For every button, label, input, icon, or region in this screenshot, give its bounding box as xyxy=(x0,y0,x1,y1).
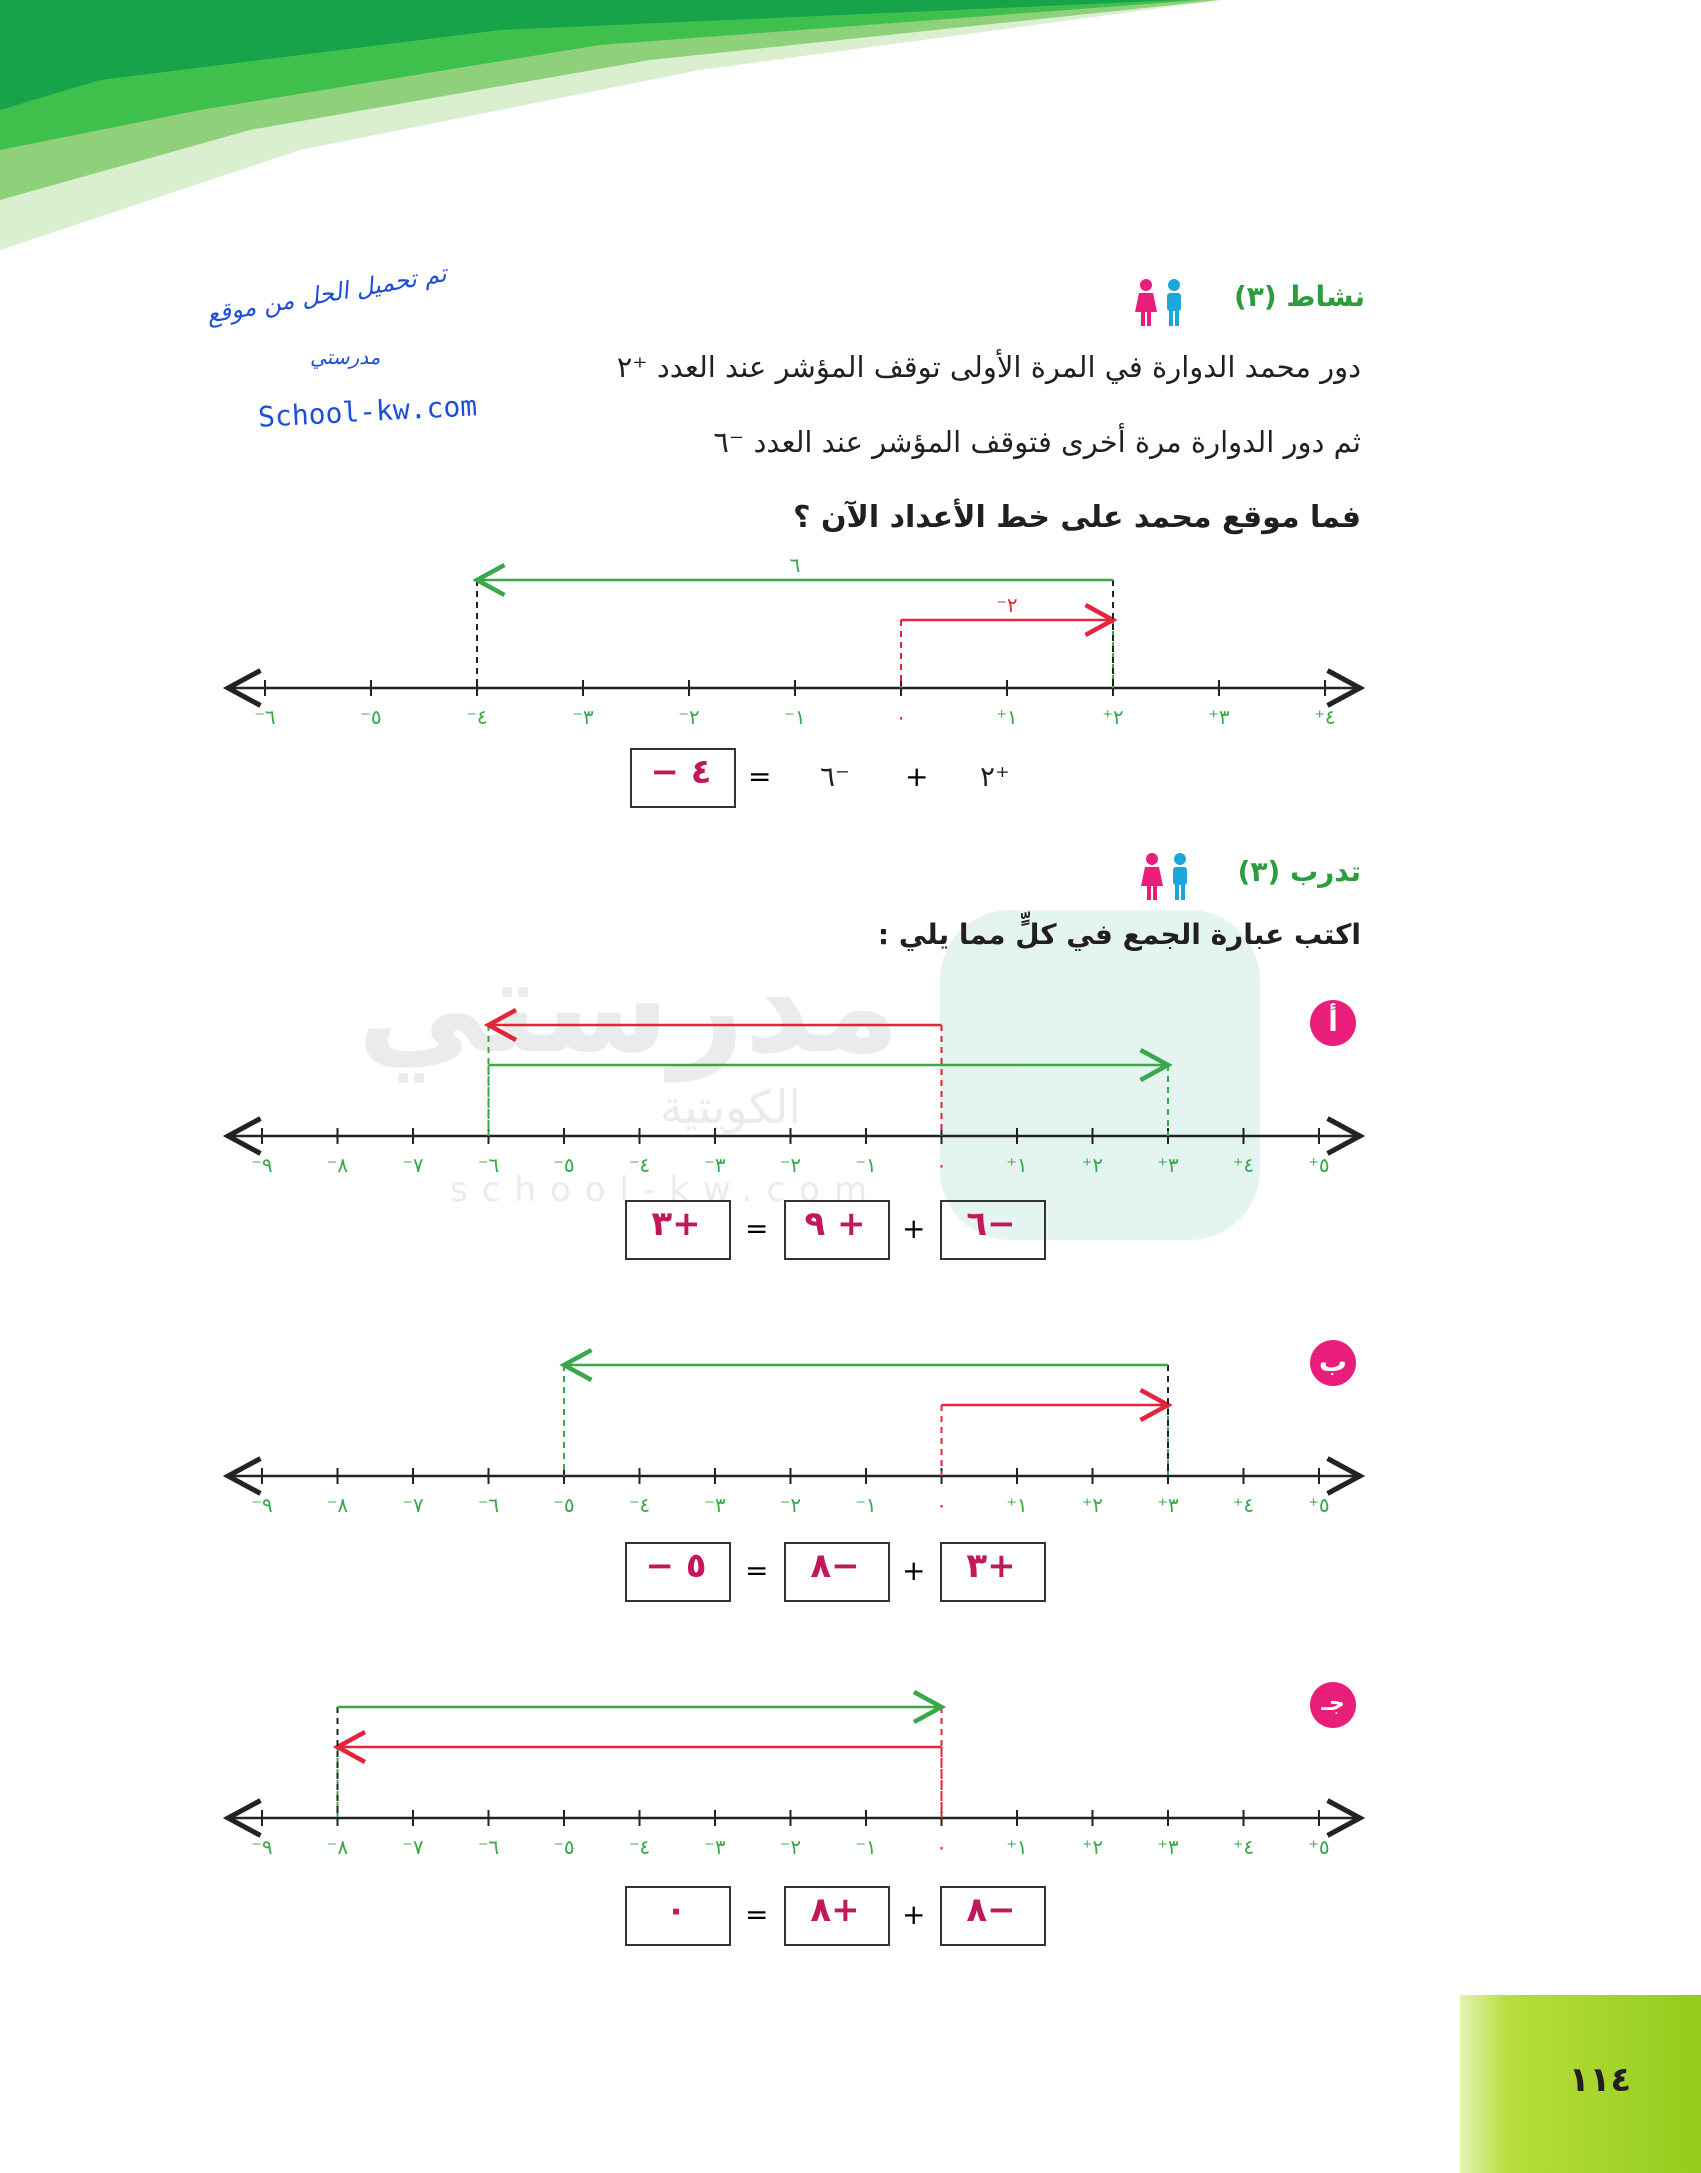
tick-label: ⁻٤ xyxy=(466,705,488,729)
tick-label: ⁻٧ xyxy=(402,1153,424,1177)
handwritten-note-line2: مدرستي xyxy=(310,345,381,369)
tick-label: ⁻٤ xyxy=(628,1493,651,1517)
tick-label: ⁻٩ xyxy=(251,1835,273,1859)
activity-title: نشاط (٣) xyxy=(1233,280,1365,313)
tick-label: ⁻٣ xyxy=(704,1835,726,1859)
activity-term1: ⁺٢ xyxy=(980,760,1010,793)
tick-label: ⁺١ xyxy=(1006,1835,1028,1859)
tick-label: ⁺٥ xyxy=(1308,1153,1330,1177)
tick-label: ٠ xyxy=(936,1493,947,1517)
item-b-number-line xyxy=(210,1340,1390,1520)
tick-label: ⁺٤ xyxy=(1232,1835,1255,1859)
tick-label: ⁻٦ xyxy=(477,1493,500,1517)
tick-label: ⁻١ xyxy=(784,705,806,729)
item-c-box2-value: +٨ xyxy=(810,1890,860,1930)
activity-line2: ثم دور الدوارة مرة أخرى فتوقف المؤشر عند العدد ⁻٦ xyxy=(713,425,1361,459)
tick-label: ⁻١ xyxy=(855,1835,877,1859)
top-banner xyxy=(0,0,1701,260)
watermark-brand: مدرستي xyxy=(357,930,900,1082)
item-b-equals: = xyxy=(745,1554,769,1587)
tick-label: ⁻٦ xyxy=(254,705,276,729)
handwritten-note-line1: تم تحميل الحل من موقع xyxy=(204,259,449,329)
activity-answer: ٤ − xyxy=(650,752,712,792)
tick-label: ⁺٥ xyxy=(1308,1835,1330,1859)
item-c-badge: جـ xyxy=(1310,1682,1356,1728)
item-c-plus: + xyxy=(902,1898,926,1931)
item-a-badge: أ xyxy=(1310,1000,1356,1046)
activity-line1: دور محمد الدوارة في المرة الأولى توقف المؤشر عند العدد ⁺٢ xyxy=(616,350,1361,384)
tick-label: ⁻٣ xyxy=(572,705,594,729)
tick-label: ⁻١ xyxy=(855,1493,877,1517)
activity-number-line xyxy=(210,555,1390,755)
item-b-plus: + xyxy=(902,1554,926,1587)
tick-label: ⁺٢ xyxy=(1081,1153,1104,1177)
people-pair-icon xyxy=(1130,278,1192,328)
arrow-label: ٦ xyxy=(789,555,801,577)
tick-label: ⁻٣ xyxy=(704,1493,726,1517)
tick-label: ٠ xyxy=(936,1153,947,1177)
item-b-box1-value: +٣ xyxy=(966,1546,1016,1586)
tick-label: ⁻٩ xyxy=(251,1493,273,1517)
item-a-number-line xyxy=(210,1000,1390,1180)
tick-label: ⁻٣ xyxy=(704,1153,726,1177)
tick-label: ⁺٣ xyxy=(1157,1153,1179,1177)
tick-label: ⁻٥ xyxy=(553,1153,575,1177)
tick-label: ⁻٤ xyxy=(628,1835,651,1859)
activity-term2: ⁻٦ xyxy=(820,760,850,793)
item-b-answer: ٥ − xyxy=(645,1546,707,1586)
item-a-equals: = xyxy=(745,1212,769,1245)
activity-plus: + xyxy=(905,760,929,793)
item-a-answer: +٣ xyxy=(651,1204,701,1244)
tick-label: ⁺٢ xyxy=(1081,1493,1104,1517)
training-instruction: اكتب عبارة الجمع في كلٍّ مما يلي : xyxy=(877,918,1361,951)
tick-label: ⁻٥ xyxy=(553,1835,575,1859)
tick-label: ⁻٢ xyxy=(779,1835,802,1859)
item-a-box2-value: + ٩ xyxy=(804,1204,866,1244)
tick-label: ⁻٤ xyxy=(628,1153,651,1177)
item-a-box1-value: −٦ xyxy=(966,1204,1016,1244)
tick-label: ٠ xyxy=(936,1835,947,1859)
tick-label: ⁻٩ xyxy=(251,1153,273,1177)
training-title: تدرب (٣) xyxy=(1237,855,1361,888)
tick-label: ⁺٥ xyxy=(1308,1493,1330,1517)
item-c-equals: = xyxy=(745,1898,769,1931)
tick-label: ⁻٨ xyxy=(326,1153,349,1177)
watermark-sub: الكويتية xyxy=(660,1080,802,1134)
item-c-box1-value: −٨ xyxy=(966,1890,1016,1930)
tick-label: ⁻٧ xyxy=(402,1493,424,1517)
item-b-badge: ب xyxy=(1310,1340,1356,1386)
arrow-label: ⁻٢ xyxy=(996,593,1018,617)
tick-label: ⁻٧ xyxy=(402,1835,424,1859)
tick-label: ⁺٤ xyxy=(1314,705,1336,729)
tick-label: ⁺٣ xyxy=(1157,1493,1179,1517)
tick-label: ٠ xyxy=(895,705,907,729)
tick-label: ⁻٢ xyxy=(678,705,700,729)
tick-label: ⁺٤ xyxy=(1232,1153,1255,1177)
watermark-url: school-kw.com xyxy=(450,1170,882,1210)
tick-label: ⁺٢ xyxy=(1102,705,1124,729)
tick-label: ⁻٦ xyxy=(477,1153,500,1177)
people-pair-icon xyxy=(1136,852,1198,902)
activity-equals: = xyxy=(748,760,772,793)
tick-label: ⁺٣ xyxy=(1208,705,1230,729)
tick-label: ⁻٥ xyxy=(553,1493,575,1517)
item-c-answer: ٠ xyxy=(665,1890,687,1930)
tick-label: ⁻٨ xyxy=(326,1835,349,1859)
page-number: ١١٤ xyxy=(1568,2060,1632,2100)
tick-label: ⁺٣ xyxy=(1157,1835,1179,1859)
tick-label: ⁻٦ xyxy=(477,1835,500,1859)
item-a-plus: + xyxy=(902,1212,926,1245)
item-c-number-line xyxy=(210,1682,1390,1862)
tick-label: ⁺١ xyxy=(996,705,1018,729)
tick-label: ⁺٢ xyxy=(1081,1835,1104,1859)
tick-label: ⁻٢ xyxy=(779,1493,802,1517)
item-b-box2-value: −٨ xyxy=(810,1546,860,1586)
tick-label: ⁺٤ xyxy=(1232,1493,1255,1517)
tick-label: ⁻٨ xyxy=(326,1493,349,1517)
tick-label: ⁺١ xyxy=(1006,1153,1028,1177)
tick-label: ⁻٢ xyxy=(779,1153,802,1177)
handwritten-note-line3: School-kw.com xyxy=(257,389,478,434)
tick-label: ⁻٥ xyxy=(360,705,382,729)
activity-question: فما موقع محمد على خط الأعداد الآن ؟ xyxy=(793,500,1361,535)
tick-label: ⁻١ xyxy=(855,1153,877,1177)
tick-label: ⁺١ xyxy=(1006,1493,1028,1517)
